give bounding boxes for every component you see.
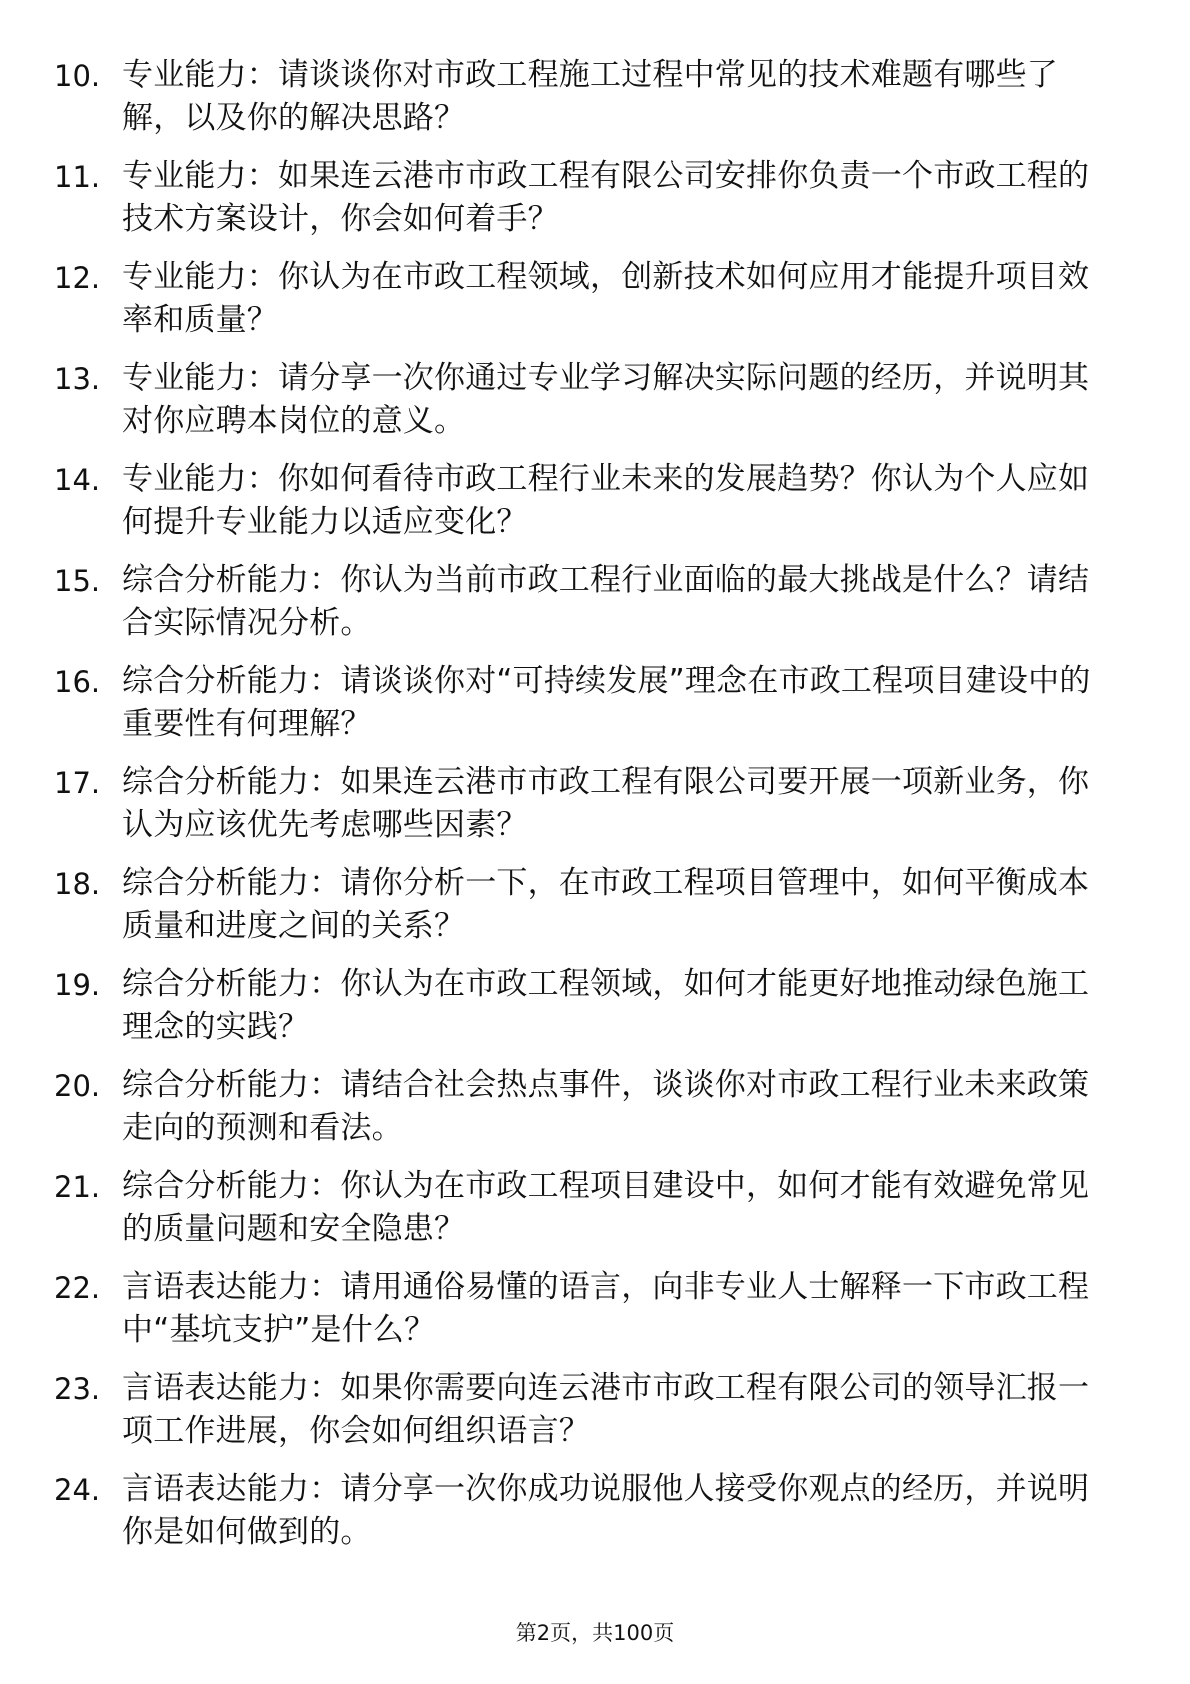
question-item-21 [54,1165,1114,1266]
question-number: 21. [54,1170,101,1204]
question-number: 18. [54,867,101,901]
question-item-18 [54,862,1114,963]
question-item-17 [54,761,1114,862]
question-number: 19. [54,968,101,1002]
question-text: 言语表达能力：如果你需要向连云港市市政工程有限公司的领导汇报一项工作进展，你会如何组织语言？ [122,1370,1090,1449]
question-item-20 [54,1064,1114,1165]
question-item-14 [54,458,1114,559]
question-text: 专业能力：请谈谈你对市政工程施工过程中常见的技术难题有哪些了解，以及你的解决思路？ [122,57,1058,136]
question-item-24 [54,1468,1114,1569]
question-text: 专业能力：请分享一次你通过专业学习解决实际问题的经历，并说明其对你应聘本岗位的意义。 [122,360,1090,439]
question-number: 20. [54,1069,101,1103]
question-number: 24. [54,1473,101,1507]
question-text: 综合分析能力：你认为在市政工程领域，如何才能更好地推动绿色施工理念的实践？ [122,966,1090,1045]
question-number: 16. [54,665,101,699]
question-number: 22. [54,1271,101,1305]
question-item-15 [54,559,1114,660]
page-number-footer: 第2页，共100页 [515,1621,675,1645]
question-number: 23. [54,1372,101,1406]
question-number: 17. [54,766,101,800]
question-text: 综合分析能力：你认为当前市政工程行业面临的最大挑战是什么？请结合实际情况分析。 [122,562,1090,641]
question-text: 综合分析能力：请你分析一下，在市政工程项目管理中，如何平衡成本质量和进度之间的关系？ [122,865,1090,944]
question-number: 15. [54,564,101,598]
question-text: 专业能力：你如何看待市政工程行业未来的发展趋势？你认为个人应如何提升专业能力以适应变化？ [122,461,1090,540]
question-number: 13. [54,362,101,396]
question-number: 14. [54,463,101,497]
question-list [54,54,1114,1569]
question-text: 言语表达能力：请用通俗易懂的语言，向非专业人士解释一下市政工程中“基坑支护”是什么？ [122,1269,1090,1348]
question-text: 综合分析能力：你认为在市政工程项目建设中，如何才能有效避免常见的质量问题和安全隐患？ [122,1168,1090,1247]
question-item-13 [54,357,1114,458]
question-number: 11. [54,160,101,194]
question-item-10 [54,54,1114,155]
question-item-19 [54,963,1114,1064]
question-text: 言语表达能力：请分享一次你成功说服他人接受你观点的经历，并说明你是如何做到的。 [122,1471,1090,1550]
question-item-11 [54,155,1114,256]
question-item-23 [54,1367,1114,1468]
question-text: 综合分析能力：请结合社会热点事件，谈谈你对市政工程行业未来政策走向的预测和看法。 [122,1067,1090,1146]
question-item-12 [54,256,1114,357]
question-number: 10. [54,59,101,93]
question-text: 综合分析能力：请谈谈你对“可持续发展”理念在市政工程项目建设中的重要性有何理解？ [122,663,1091,742]
question-text: 综合分析能力：如果连云港市市政工程有限公司要开展一项新业务，你认为应该优先考虑哪些因素？ [122,764,1090,843]
question-item-22 [54,1266,1114,1367]
question-text: 专业能力：你认为在市政工程领域，创新技术如何应用才能提升项目效率和质量？ [122,259,1090,338]
question-text: 专业能力：如果连云港市市政工程有限公司安排你负责一个市政工程的技术方案设计，你会如何着手？ [122,158,1090,237]
question-number: 12. [54,261,101,295]
question-item-16 [54,660,1114,761]
